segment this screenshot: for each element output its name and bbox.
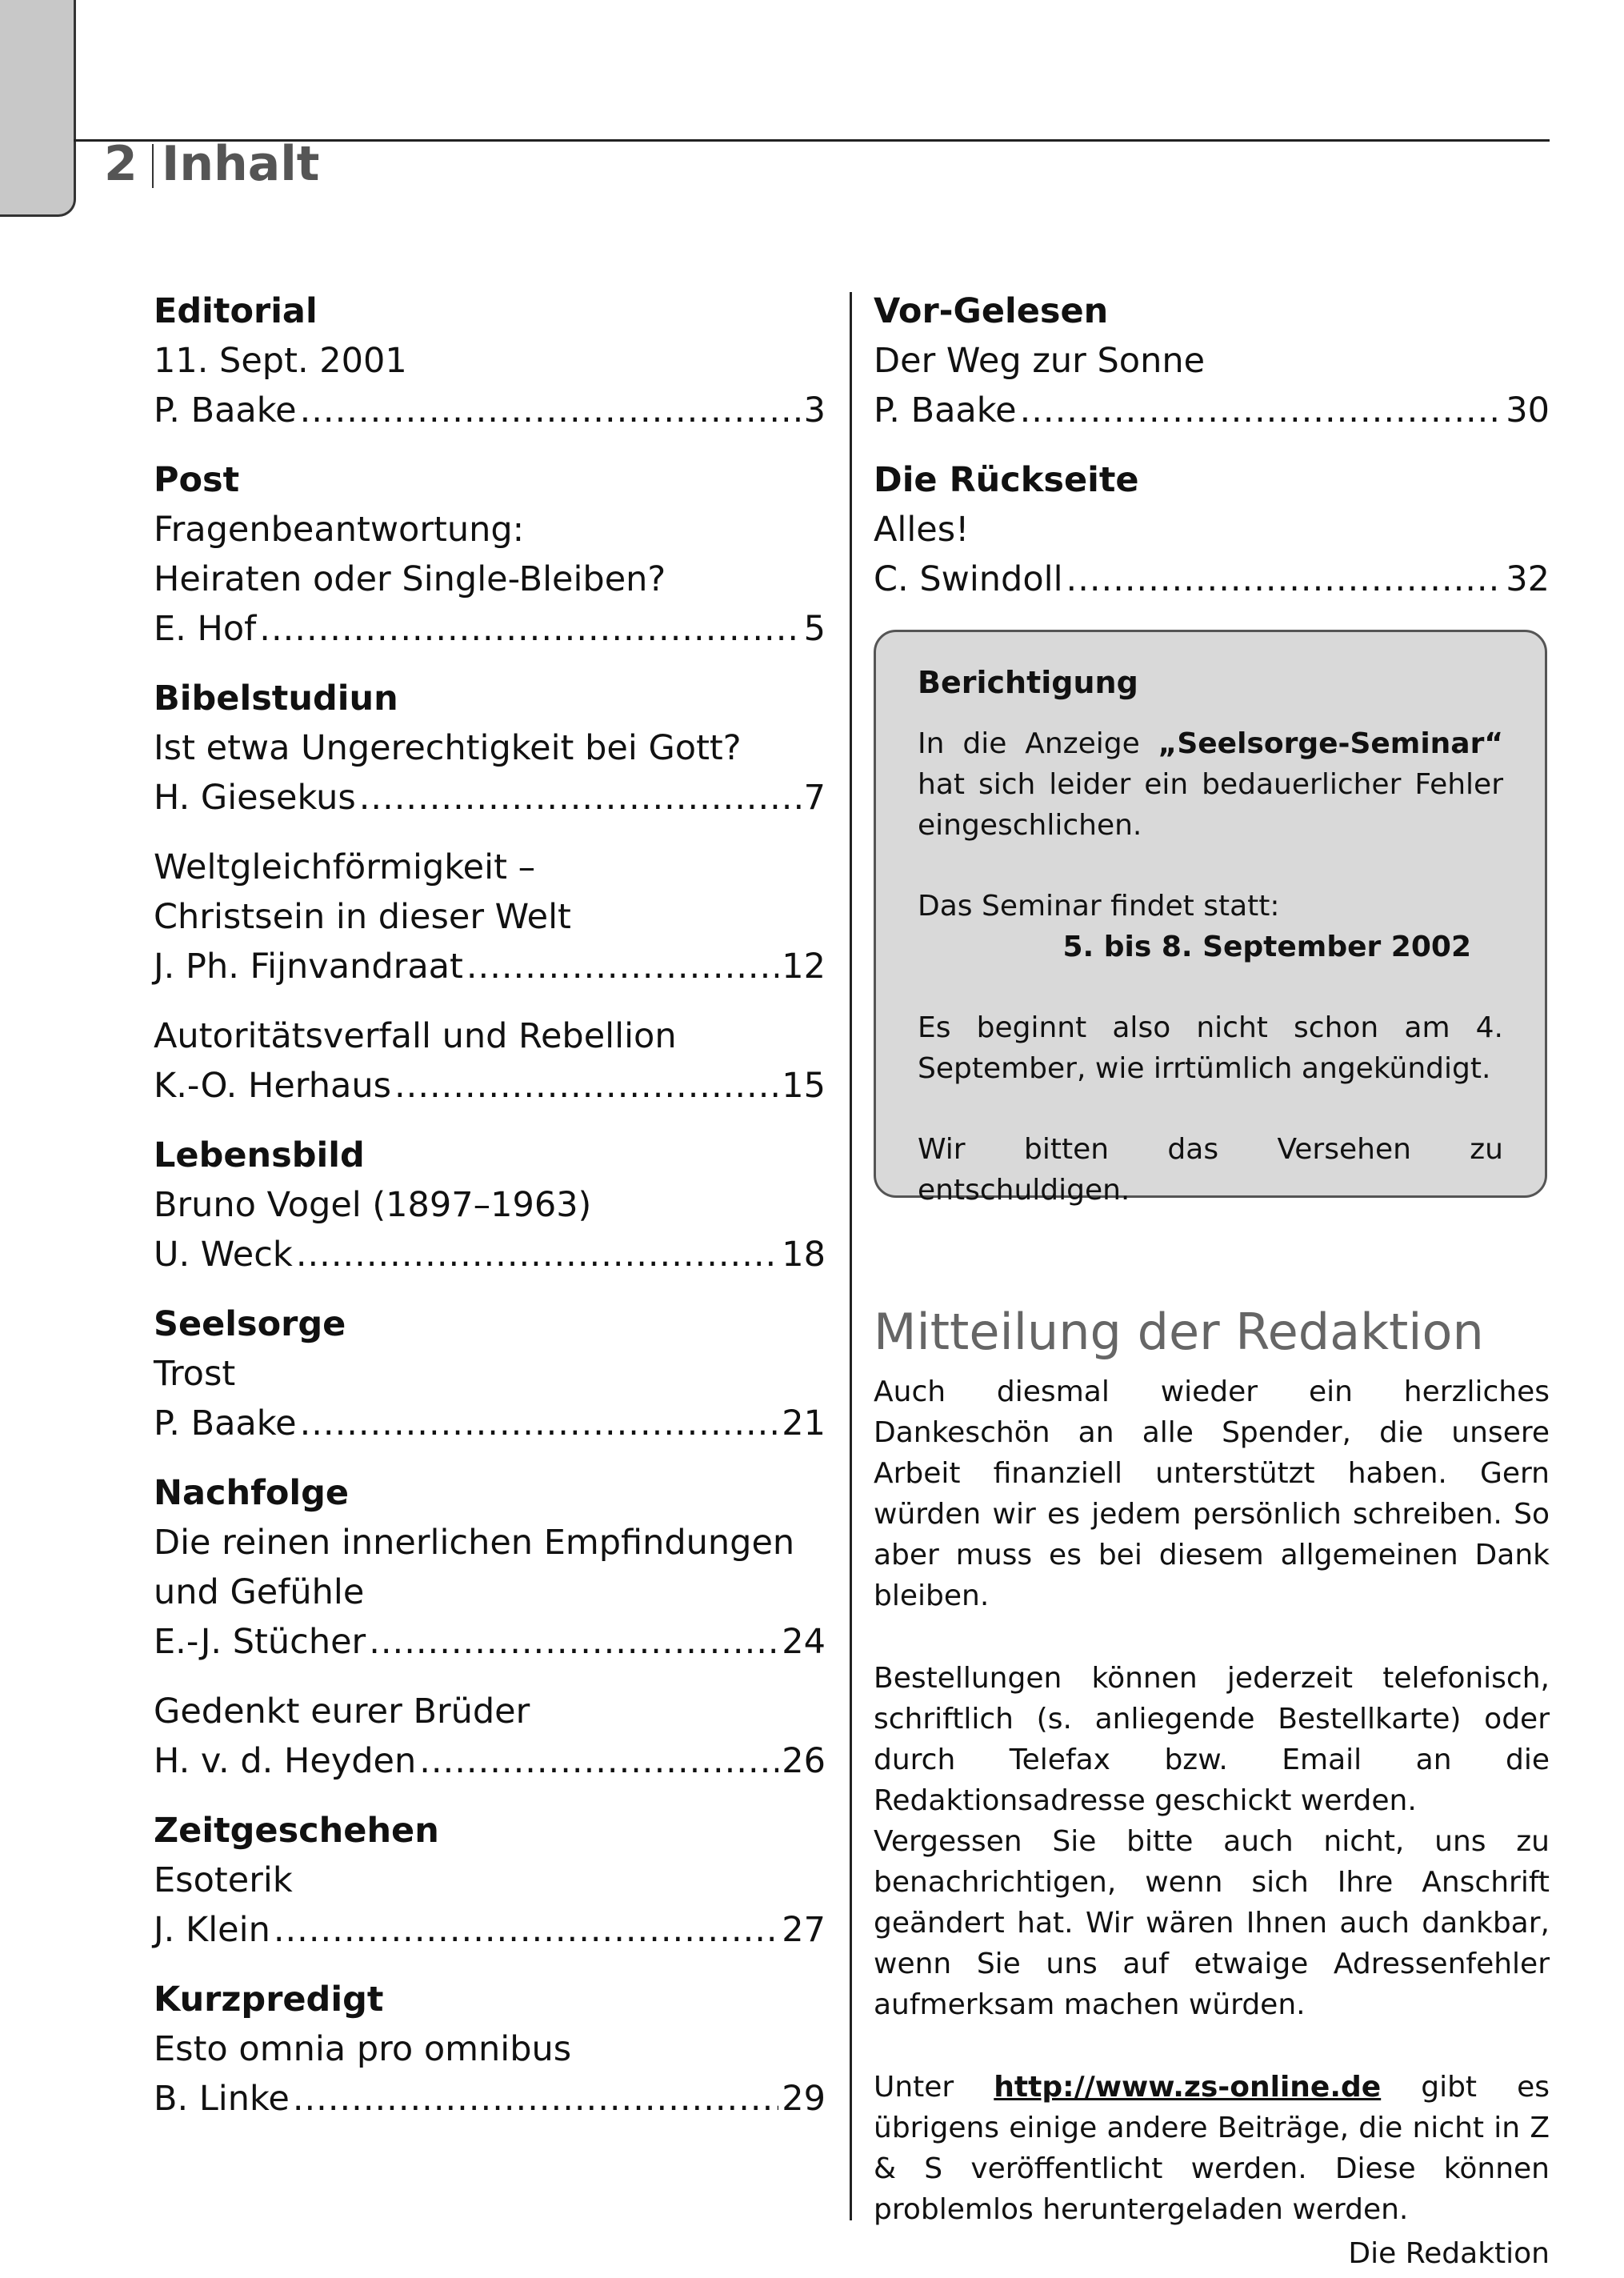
dot-leader <box>259 604 800 654</box>
correction-paragraph: In die Anzeige „Seelsorge-Seminar“ hat sich leider ein bedauerlicher Fehler eingeschlichen. <box>918 727 1503 842</box>
toc-page-number: 7 <box>803 778 826 818</box>
toc-left-column <box>154 286 826 2144</box>
toc-article-title: Gedenkt eurer Brüder <box>154 1691 530 1732</box>
dot-leader <box>359 773 801 823</box>
toc-author: P. Baake <box>154 1403 297 1443</box>
toc-article-title: Die reinen innerlichen Empfindungen <box>154 1523 795 1563</box>
toc-section-heading: Vor-Gelesen <box>874 291 1109 331</box>
toc-author-line <box>154 1736 826 1786</box>
toc-author-line <box>154 1905 826 1955</box>
toc-article-title: Ist etwa Ungerechtigkeit bei Gott? <box>154 728 742 768</box>
toc-entry <box>154 843 826 991</box>
column-divider <box>850 292 852 2220</box>
toc-author: E. Hof <box>154 609 257 649</box>
toc-author-line <box>154 942 826 991</box>
toc-page-number: 3 <box>803 390 826 430</box>
toc-article-title: Der Weg zur Sonne <box>874 341 1206 381</box>
page-title: Inhalt <box>162 136 320 192</box>
dot-leader <box>466 942 778 991</box>
toc-entry <box>154 1131 826 1279</box>
toc-section-heading: Die Rückseite <box>874 460 1139 500</box>
toc-article-title: Esto omnia pro omnibus <box>154 2029 572 2069</box>
dot-leader <box>274 1905 778 1955</box>
toc-author: H. Giesekus <box>154 778 356 818</box>
toc-author: K.-O. Herhaus <box>154 1066 391 1106</box>
toc-author-line <box>154 2074 826 2124</box>
toc-author-line <box>874 386 1550 435</box>
dot-leader <box>394 1061 778 1111</box>
toc-article-title: Trost <box>154 1354 236 1394</box>
notice-thanks: Auch diesmal wieder ein herzliches Dankeschön an alle Spender, die unsere Arbeit finanziell unterstützt haben. Gern würden wir es jedem persönlich schreiben. So aber muss es bei diesem allgemeinen Dank bleiben. <box>874 1375 1550 1612</box>
correction-box <box>874 630 1547 1207</box>
toc-entry <box>154 674 826 823</box>
toc-section-heading: Bibelstudiun <box>154 679 398 719</box>
toc-entry <box>154 1299 826 1448</box>
toc-author: U. Weck <box>154 1235 293 1275</box>
notice-orders: Bestellungen können jederzeit telefonisch, schriftlich (s. anliegende Bestellkarte) oder durch Telefax bzw. Email an die Redaktionsadresse geschickt werden. <box>874 1662 1550 1817</box>
toc-author: H. v. d. Heyden <box>154 1741 417 1781</box>
toc-section-heading: Seelsorge <box>154 1304 346 1344</box>
toc-entry <box>154 1806 826 1955</box>
toc-article-title: Fragenbeantwortung: <box>154 510 525 550</box>
dot-leader <box>1020 386 1503 435</box>
toc-page-number: 21 <box>782 1403 826 1443</box>
toc-author-line <box>154 773 826 823</box>
toc-author: J. Klein <box>154 1910 270 1950</box>
toc-article-title: Weltgleichförmigkeit – <box>154 847 536 887</box>
header-separator <box>152 144 154 188</box>
correction-date: 5. bis 8. September 2002 <box>1062 931 1471 963</box>
toc-author-line <box>154 1617 826 1667</box>
notice-signature: Die Redaktion <box>1348 2237 1550 2270</box>
toc-author: J. Ph. Fijnvandraat <box>154 947 463 987</box>
toc-entry <box>154 286 826 435</box>
toc-section-heading: Zeitgeschehen <box>154 1811 439 1851</box>
page-edge-tab <box>0 0 76 217</box>
toc-article-title: Autoritätsverfall und Rebellion <box>154 1016 677 1056</box>
toc-author-line <box>154 1230 826 1279</box>
notice-website: Unter http://www.zs-online.de gibt es übrigens einige andere Beiträge, die nicht in Z & S veröffentlicht werden. Diese können problemlos heruntergeladen werden. <box>874 2071 1550 2226</box>
notice-address-change: Vergessen Sie bitte auch nicht, uns zu benachrichtigen, wenn sich Ihre Anschrift geändert hat. Wir wären Ihnen auch dankbar, wenn Sie uns auf etwaige Adressenfehler aufmerksam machen würden. <box>874 1825 1550 2021</box>
toc-page-number: 27 <box>782 1910 826 1950</box>
toc-page-number: 30 <box>1506 390 1550 430</box>
toc-author-line <box>154 604 826 654</box>
dot-leader <box>293 2074 778 2124</box>
page-number: 2 <box>104 136 138 192</box>
dot-leader <box>300 1399 779 1448</box>
toc-page-number: 12 <box>782 947 826 987</box>
toc-article-title: Heiraten oder Single-Bleiben? <box>154 559 666 599</box>
toc-entry <box>874 455 1550 604</box>
toc-author: P. Baake <box>154 390 297 430</box>
toc-entry <box>154 1011 826 1111</box>
toc-author-line <box>154 386 826 435</box>
dot-leader <box>419 1736 778 1786</box>
toc-section-heading: Nachfolge <box>154 1473 350 1513</box>
toc-section-heading: Editorial <box>154 291 318 331</box>
toc-page-number: 15 <box>782 1066 826 1106</box>
toc-author: E.-J. Stücher <box>154 1622 366 1662</box>
toc-section-heading: Kurzpredigt <box>154 1980 384 2020</box>
toc-author-line <box>154 1399 826 1448</box>
editorial-notice <box>874 1296 1550 2274</box>
toc-author-line <box>154 1061 826 1111</box>
toc-page-number: 24 <box>782 1622 826 1662</box>
toc-article-title: Bruno Vogel (1897–1963) <box>154 1185 592 1225</box>
toc-article-title: Esoterik <box>154 1860 293 1900</box>
correction-seminar-text: Das Seminar findet statt: <box>918 890 1280 923</box>
toc-entry <box>154 1687 826 1786</box>
dot-leader <box>300 386 801 435</box>
toc-article-title: und Gefühle <box>154 1572 365 1612</box>
toc-right-column <box>874 286 1550 624</box>
correction-apology: Wir bitten das Versehen zu entschuldigen. <box>918 1133 1503 1207</box>
toc-section-heading: Post <box>154 460 240 500</box>
toc-page-number: 5 <box>803 609 826 649</box>
toc-page-number: 29 <box>782 2079 826 2119</box>
correction-title: Berichtigung <box>918 665 1138 700</box>
toc-entry <box>874 286 1550 435</box>
toc-article-title: Alles! <box>874 510 970 550</box>
toc-entry <box>154 1468 826 1667</box>
notice-title: Mitteilung der Redaktion <box>874 1303 1484 1361</box>
toc-entry <box>154 1975 826 2124</box>
toc-section-heading: Lebensbild <box>154 1135 365 1175</box>
toc-author: P. Baake <box>874 390 1017 430</box>
dot-leader <box>296 1230 778 1279</box>
toc-page-number: 18 <box>782 1235 826 1275</box>
toc-author-line <box>874 554 1550 604</box>
toc-article-title: Christsein in dieser Welt <box>154 897 571 937</box>
toc-page-number: 32 <box>1506 559 1550 599</box>
toc-page-number: 26 <box>782 1741 826 1781</box>
toc-article-title: 11. Sept. 2001 <box>154 341 407 381</box>
website-link[interactable]: http://www.zs-online.de <box>994 2071 1382 2104</box>
correction-clarification: Es beginnt also nicht schon am 4. September, wie irrtümlich angekündigt. <box>918 1011 1503 1085</box>
toc-entry <box>154 455 826 654</box>
toc-author: C. Swindoll <box>874 559 1063 599</box>
toc-author: B. Linke <box>154 2079 290 2119</box>
dot-leader <box>369 1617 778 1667</box>
dot-leader <box>1066 554 1503 604</box>
